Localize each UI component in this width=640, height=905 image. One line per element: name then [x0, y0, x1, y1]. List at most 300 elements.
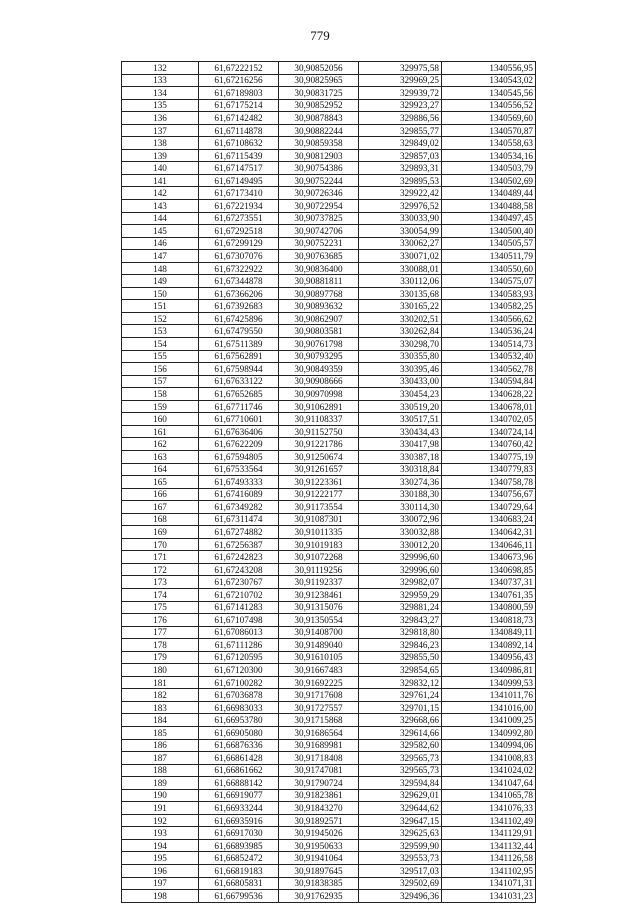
longitude-cell: 30,91489040	[279, 639, 359, 652]
point-number-cell: 182	[122, 689, 199, 702]
table-row	[122, 551, 536, 564]
longitude-cell: 30,91610105	[279, 651, 359, 664]
longitude-cell: 30,91222177	[279, 488, 359, 501]
x-coordinate-cell: 329496,36	[359, 890, 442, 903]
x-coordinate-cell: 329996,60	[359, 551, 442, 564]
y-coordinate-cell: 1341126,58	[442, 852, 536, 865]
longitude-cell: 30,90737825	[279, 212, 359, 225]
table-row	[122, 187, 536, 200]
longitude-cell: 30,90893632	[279, 300, 359, 313]
latitude-cell: 61,67636406	[199, 425, 279, 438]
longitude-cell: 30,91686564	[279, 726, 359, 739]
longitude-cell: 30,91261657	[279, 463, 359, 476]
table-row	[122, 865, 536, 878]
x-coordinate-cell: 329893,31	[359, 162, 442, 175]
x-coordinate-cell: 330202,51	[359, 312, 442, 325]
table-row	[122, 74, 536, 87]
y-coordinate-cell: 1340550,60	[442, 262, 536, 275]
x-coordinate-cell: 329644,62	[359, 802, 442, 815]
point-number-cell: 167	[122, 501, 199, 514]
x-coordinate-cell: 329854,65	[359, 664, 442, 677]
point-number-cell: 185	[122, 726, 199, 739]
longitude-cell: 30,91108337	[279, 413, 359, 426]
y-coordinate-cell: 1340779,83	[442, 463, 536, 476]
point-number-cell: 133	[122, 74, 199, 87]
table-row	[122, 877, 536, 890]
point-number-cell: 178	[122, 639, 199, 652]
y-coordinate-cell: 1341076,33	[442, 802, 536, 815]
table-row	[122, 789, 536, 802]
table-row	[122, 639, 536, 652]
y-coordinate-cell: 1340986,81	[442, 664, 536, 677]
table-row	[122, 501, 536, 514]
x-coordinate-cell: 329565,73	[359, 764, 442, 777]
y-coordinate-cell: 1341024,02	[442, 764, 536, 777]
longitude-cell: 30,91152750	[279, 425, 359, 438]
table-row	[122, 701, 536, 714]
y-coordinate-cell: 1340646,11	[442, 538, 536, 551]
table-row	[122, 325, 536, 338]
longitude-cell: 30,91897645	[279, 865, 359, 878]
y-coordinate-cell: 1341071,31	[442, 877, 536, 890]
y-coordinate-cell: 1340678,01	[442, 400, 536, 413]
table-row	[122, 149, 536, 162]
x-coordinate-cell: 330088,01	[359, 262, 442, 275]
latitude-cell: 61,67652685	[199, 388, 279, 401]
table-row	[122, 576, 536, 589]
y-coordinate-cell: 1341102,49	[442, 814, 536, 827]
table-row	[122, 400, 536, 413]
table-row	[122, 601, 536, 614]
table-row	[122, 513, 536, 526]
latitude-cell: 61,67511389	[199, 338, 279, 351]
x-coordinate-cell: 330033,90	[359, 212, 442, 225]
table-row	[122, 450, 536, 463]
longitude-cell: 30,91223361	[279, 476, 359, 489]
point-number-cell: 162	[122, 438, 199, 451]
latitude-cell: 61,67100282	[199, 676, 279, 689]
longitude-cell: 30,91221786	[279, 438, 359, 451]
point-number-cell: 153	[122, 325, 199, 338]
point-number-cell: 173	[122, 576, 199, 589]
point-number-cell: 144	[122, 212, 199, 225]
y-coordinate-cell: 1340683,24	[442, 513, 536, 526]
latitude-cell: 61,67292518	[199, 225, 279, 238]
x-coordinate-cell: 329614,66	[359, 726, 442, 739]
x-coordinate-cell: 329881,24	[359, 601, 442, 614]
table-row	[122, 764, 536, 777]
y-coordinate-cell: 1340594,84	[442, 375, 536, 388]
table-row	[122, 463, 536, 476]
x-coordinate-cell: 329996,60	[359, 563, 442, 576]
longitude-cell: 30,90726346	[279, 187, 359, 200]
longitude-cell: 30,90722954	[279, 200, 359, 213]
table-row	[122, 124, 536, 137]
longitude-cell: 30,91692225	[279, 676, 359, 689]
latitude-cell: 61,67273551	[199, 212, 279, 225]
table-row	[122, 714, 536, 727]
latitude-cell: 61,66953780	[199, 714, 279, 727]
point-number-cell: 140	[122, 162, 199, 175]
point-number-cell: 176	[122, 614, 199, 627]
latitude-cell: 61,67107498	[199, 614, 279, 627]
x-coordinate-cell: 330054,99	[359, 225, 442, 238]
table-row	[122, 300, 536, 313]
x-coordinate-cell: 329599,90	[359, 839, 442, 852]
y-coordinate-cell: 1340497,45	[442, 212, 536, 225]
x-coordinate-cell: 330165,22	[359, 300, 442, 313]
latitude-cell: 61,67493333	[199, 476, 279, 489]
x-coordinate-cell: 330112,06	[359, 275, 442, 288]
latitude-cell: 61,66861428	[199, 752, 279, 765]
y-coordinate-cell: 1340505,57	[442, 237, 536, 250]
point-number-cell: 137	[122, 124, 199, 137]
longitude-cell: 30,90825965	[279, 74, 359, 87]
point-number-cell: 132	[122, 62, 199, 75]
longitude-cell: 30,90849359	[279, 363, 359, 376]
latitude-cell: 61,67366206	[199, 287, 279, 300]
y-coordinate-cell: 1340994,06	[442, 739, 536, 752]
point-number-cell: 134	[122, 87, 199, 100]
y-coordinate-cell: 1340582,25	[442, 300, 536, 313]
y-coordinate-cell: 1340642,31	[442, 526, 536, 539]
longitude-cell: 30,90761798	[279, 338, 359, 351]
longitude-cell: 30,91945026	[279, 827, 359, 840]
x-coordinate-cell: 330071,02	[359, 250, 442, 263]
longitude-cell: 30,90763685	[279, 250, 359, 263]
latitude-cell: 61,67311474	[199, 513, 279, 526]
latitude-cell: 61,67479550	[199, 325, 279, 338]
latitude-cell: 61,66852472	[199, 852, 279, 865]
longitude-cell: 30,91119256	[279, 563, 359, 576]
x-coordinate-cell: 330274,36	[359, 476, 442, 489]
table-row	[122, 112, 536, 125]
latitude-cell: 61,66933244	[199, 802, 279, 815]
point-number-cell: 146	[122, 237, 199, 250]
x-coordinate-cell: 329969,25	[359, 74, 442, 87]
table-row	[122, 425, 536, 438]
latitude-cell: 61,67115439	[199, 149, 279, 162]
point-number-cell: 161	[122, 425, 199, 438]
table-row	[122, 363, 536, 376]
latitude-cell: 61,67173410	[199, 187, 279, 200]
table-row	[122, 287, 536, 300]
x-coordinate-cell: 329849,02	[359, 137, 442, 150]
longitude-cell: 30,91747081	[279, 764, 359, 777]
longitude-cell: 30,90882244	[279, 124, 359, 137]
y-coordinate-cell: 1340514,73	[442, 338, 536, 351]
y-coordinate-cell: 1340775,19	[442, 450, 536, 463]
x-coordinate-cell: 330114,30	[359, 501, 442, 514]
longitude-cell: 30,91062891	[279, 400, 359, 413]
point-number-cell: 139	[122, 149, 199, 162]
longitude-cell: 30,91315076	[279, 601, 359, 614]
point-number-cell: 179	[122, 651, 199, 664]
longitude-cell: 30,90878843	[279, 112, 359, 125]
y-coordinate-cell: 1340556,52	[442, 99, 536, 112]
point-number-cell: 154	[122, 338, 199, 351]
table-row	[122, 814, 536, 827]
x-coordinate-cell: 329818,80	[359, 626, 442, 639]
y-coordinate-cell: 1341047,64	[442, 777, 536, 790]
page-number: 779	[310, 28, 330, 43]
y-coordinate-cell: 1340566,62	[442, 312, 536, 325]
x-coordinate-cell: 329594,84	[359, 777, 442, 790]
y-coordinate-cell: 1340756,67	[442, 488, 536, 501]
y-coordinate-cell: 1340761,35	[442, 588, 536, 601]
x-coordinate-cell: 329855,77	[359, 124, 442, 137]
longitude-cell: 30,91238461	[279, 588, 359, 601]
x-coordinate-cell: 330395,46	[359, 363, 442, 376]
x-coordinate-cell: 330387,18	[359, 450, 442, 463]
x-coordinate-cell: 329855,50	[359, 651, 442, 664]
longitude-cell: 30,91087301	[279, 513, 359, 526]
latitude-cell: 61,67142482	[199, 112, 279, 125]
longitude-cell: 30,90752231	[279, 237, 359, 250]
y-coordinate-cell: 1340511,79	[442, 250, 536, 263]
point-number-cell: 152	[122, 312, 199, 325]
longitude-cell: 30,90881811	[279, 275, 359, 288]
y-coordinate-cell: 1340558,63	[442, 137, 536, 150]
x-coordinate-cell: 329502,69	[359, 877, 442, 890]
longitude-cell: 30,91350554	[279, 614, 359, 627]
y-coordinate-cell: 1340503,79	[442, 162, 536, 175]
table-row	[122, 350, 536, 363]
longitude-cell: 30,90742706	[279, 225, 359, 238]
longitude-cell: 30,90862907	[279, 312, 359, 325]
table-row	[122, 563, 536, 576]
table-row	[122, 174, 536, 187]
latitude-cell: 61,67120300	[199, 664, 279, 677]
longitude-cell: 30,91718408	[279, 752, 359, 765]
point-number-cell: 186	[122, 739, 199, 752]
table-row	[122, 312, 536, 325]
table-row	[122, 538, 536, 551]
longitude-cell: 30,91192337	[279, 576, 359, 589]
longitude-cell: 30,90754386	[279, 162, 359, 175]
x-coordinate-cell: 330355,80	[359, 350, 442, 363]
latitude-cell: 61,67299129	[199, 237, 279, 250]
point-number-cell: 165	[122, 476, 199, 489]
longitude-cell: 30,91843270	[279, 802, 359, 815]
longitude-cell: 30,91727557	[279, 701, 359, 714]
latitude-cell: 61,67108632	[199, 137, 279, 150]
table-row	[122, 162, 536, 175]
latitude-cell: 61,66819183	[199, 865, 279, 878]
x-coordinate-cell: 329975,58	[359, 62, 442, 75]
longitude-cell: 30,91667483	[279, 664, 359, 677]
latitude-cell: 61,67175214	[199, 99, 279, 112]
y-coordinate-cell: 1340892,14	[442, 639, 536, 652]
x-coordinate-cell: 329625,63	[359, 827, 442, 840]
x-coordinate-cell: 330012,20	[359, 538, 442, 551]
y-coordinate-cell: 1340488,58	[442, 200, 536, 213]
y-coordinate-cell: 1340956,43	[442, 651, 536, 664]
y-coordinate-cell: 1340489,44	[442, 187, 536, 200]
latitude-cell: 61,67036878	[199, 689, 279, 702]
y-coordinate-cell: 1340575,07	[442, 275, 536, 288]
point-number-cell: 181	[122, 676, 199, 689]
longitude-cell: 30,91823861	[279, 789, 359, 802]
y-coordinate-cell: 1340724,14	[442, 425, 536, 438]
table-row	[122, 626, 536, 639]
point-number-cell: 149	[122, 275, 199, 288]
y-coordinate-cell: 1340992,80	[442, 726, 536, 739]
x-coordinate-cell: 330517,51	[359, 413, 442, 426]
y-coordinate-cell: 1340729,64	[442, 501, 536, 514]
y-coordinate-cell: 1341011,76	[442, 689, 536, 702]
latitude-cell: 61,67307076	[199, 250, 279, 263]
latitude-cell: 61,67633122	[199, 375, 279, 388]
longitude-cell: 30,91011335	[279, 526, 359, 539]
point-number-cell: 188	[122, 764, 199, 777]
table-row	[122, 137, 536, 150]
x-coordinate-cell: 329922,42	[359, 187, 442, 200]
y-coordinate-cell: 1340760,42	[442, 438, 536, 451]
table-row	[122, 438, 536, 451]
table-row	[122, 664, 536, 677]
longitude-cell: 30,90752244	[279, 174, 359, 187]
point-number-cell: 158	[122, 388, 199, 401]
table-row	[122, 338, 536, 351]
x-coordinate-cell: 329846,23	[359, 639, 442, 652]
latitude-cell: 61,67622209	[199, 438, 279, 451]
y-coordinate-cell: 1340849,11	[442, 626, 536, 639]
table-row	[122, 777, 536, 790]
latitude-cell: 61,67344878	[199, 275, 279, 288]
point-number-cell: 142	[122, 187, 199, 200]
latitude-cell: 61,67230767	[199, 576, 279, 589]
latitude-cell: 61,67141283	[199, 601, 279, 614]
table-row	[122, 839, 536, 852]
longitude-cell: 30,91072268	[279, 551, 359, 564]
table-row	[122, 802, 536, 815]
point-number-cell: 198	[122, 890, 199, 903]
point-number-cell: 194	[122, 839, 199, 852]
longitude-cell: 30,91892571	[279, 814, 359, 827]
longitude-cell: 30,91717608	[279, 689, 359, 702]
longitude-cell: 30,90852952	[279, 99, 359, 112]
point-number-cell: 148	[122, 262, 199, 275]
latitude-cell: 61,67222152	[199, 62, 279, 75]
x-coordinate-cell: 329565,73	[359, 752, 442, 765]
point-number-cell: 168	[122, 513, 199, 526]
x-coordinate-cell: 329517,03	[359, 865, 442, 878]
x-coordinate-cell: 329886,56	[359, 112, 442, 125]
longitude-cell: 30,90970998	[279, 388, 359, 401]
y-coordinate-cell: 1340698,85	[442, 563, 536, 576]
table-row	[122, 726, 536, 739]
y-coordinate-cell: 1341008,83	[442, 752, 536, 765]
latitude-cell: 61,66861662	[199, 764, 279, 777]
y-coordinate-cell: 1340534,16	[442, 149, 536, 162]
longitude-cell: 30,90859358	[279, 137, 359, 150]
table-row	[122, 87, 536, 100]
point-number-cell: 187	[122, 752, 199, 765]
longitude-cell: 30,91762935	[279, 890, 359, 903]
latitude-cell: 61,67349282	[199, 501, 279, 514]
point-number-cell: 159	[122, 400, 199, 413]
x-coordinate-cell: 329895,53	[359, 174, 442, 187]
x-coordinate-cell: 329857,03	[359, 149, 442, 162]
longitude-cell: 30,90793295	[279, 350, 359, 363]
point-number-cell: 145	[122, 225, 199, 238]
x-coordinate-cell: 329923,27	[359, 99, 442, 112]
y-coordinate-cell: 1341065,78	[442, 789, 536, 802]
y-coordinate-cell: 1340570,87	[442, 124, 536, 137]
x-coordinate-cell: 330454,23	[359, 388, 442, 401]
table-row	[122, 250, 536, 263]
latitude-cell: 61,67711746	[199, 400, 279, 413]
longitude-cell: 30,90908666	[279, 375, 359, 388]
longitude-cell: 30,91950633	[279, 839, 359, 852]
latitude-cell: 61,66876336	[199, 739, 279, 752]
table-row	[122, 99, 536, 112]
y-coordinate-cell: 1340562,78	[442, 363, 536, 376]
table-row	[122, 752, 536, 765]
y-coordinate-cell: 1340502,69	[442, 174, 536, 187]
latitude-cell: 61,66805831	[199, 877, 279, 890]
x-coordinate-cell: 329959,29	[359, 588, 442, 601]
x-coordinate-cell: 329832,12	[359, 676, 442, 689]
point-number-cell: 151	[122, 300, 199, 313]
point-number-cell: 141	[122, 174, 199, 187]
y-coordinate-cell: 1340536,24	[442, 325, 536, 338]
table-row	[122, 200, 536, 213]
table-row	[122, 651, 536, 664]
point-number-cell: 147	[122, 250, 199, 263]
y-coordinate-cell: 1340543,02	[442, 74, 536, 87]
y-coordinate-cell: 1340583,93	[442, 287, 536, 300]
x-coordinate-cell: 329761,24	[359, 689, 442, 702]
latitude-cell: 61,67242823	[199, 551, 279, 564]
point-number-cell: 164	[122, 463, 199, 476]
x-coordinate-cell: 329939,72	[359, 87, 442, 100]
point-number-cell: 190	[122, 789, 199, 802]
x-coordinate-cell: 329843,27	[359, 614, 442, 627]
point-number-cell: 136	[122, 112, 199, 125]
table-row	[122, 614, 536, 627]
x-coordinate-cell: 329629,01	[359, 789, 442, 802]
point-number-cell: 177	[122, 626, 199, 639]
latitude-cell: 61,67189803	[199, 87, 279, 100]
y-coordinate-cell: 1341016,00	[442, 701, 536, 714]
point-number-cell: 193	[122, 827, 199, 840]
point-number-cell: 156	[122, 363, 199, 376]
y-coordinate-cell: 1340999,53	[442, 676, 536, 689]
longitude-cell: 30,91838385	[279, 877, 359, 890]
table-row	[122, 375, 536, 388]
longitude-cell: 30,91689981	[279, 739, 359, 752]
x-coordinate-cell: 329976,52	[359, 200, 442, 213]
latitude-cell: 61,66919077	[199, 789, 279, 802]
latitude-cell: 61,66917030	[199, 827, 279, 840]
y-coordinate-cell: 1340569,60	[442, 112, 536, 125]
point-number-cell: 171	[122, 551, 199, 564]
point-number-cell: 166	[122, 488, 199, 501]
point-number-cell: 135	[122, 99, 199, 112]
longitude-cell: 30,91408700	[279, 626, 359, 639]
coordinates-table-body	[122, 62, 536, 903]
latitude-cell: 61,67147517	[199, 162, 279, 175]
latitude-cell: 61,66983033	[199, 701, 279, 714]
latitude-cell: 61,67710601	[199, 413, 279, 426]
point-number-cell: 192	[122, 814, 199, 827]
point-number-cell: 157	[122, 375, 199, 388]
x-coordinate-cell: 329668,66	[359, 714, 442, 727]
table-row	[122, 275, 536, 288]
latitude-cell: 61,67210702	[199, 588, 279, 601]
